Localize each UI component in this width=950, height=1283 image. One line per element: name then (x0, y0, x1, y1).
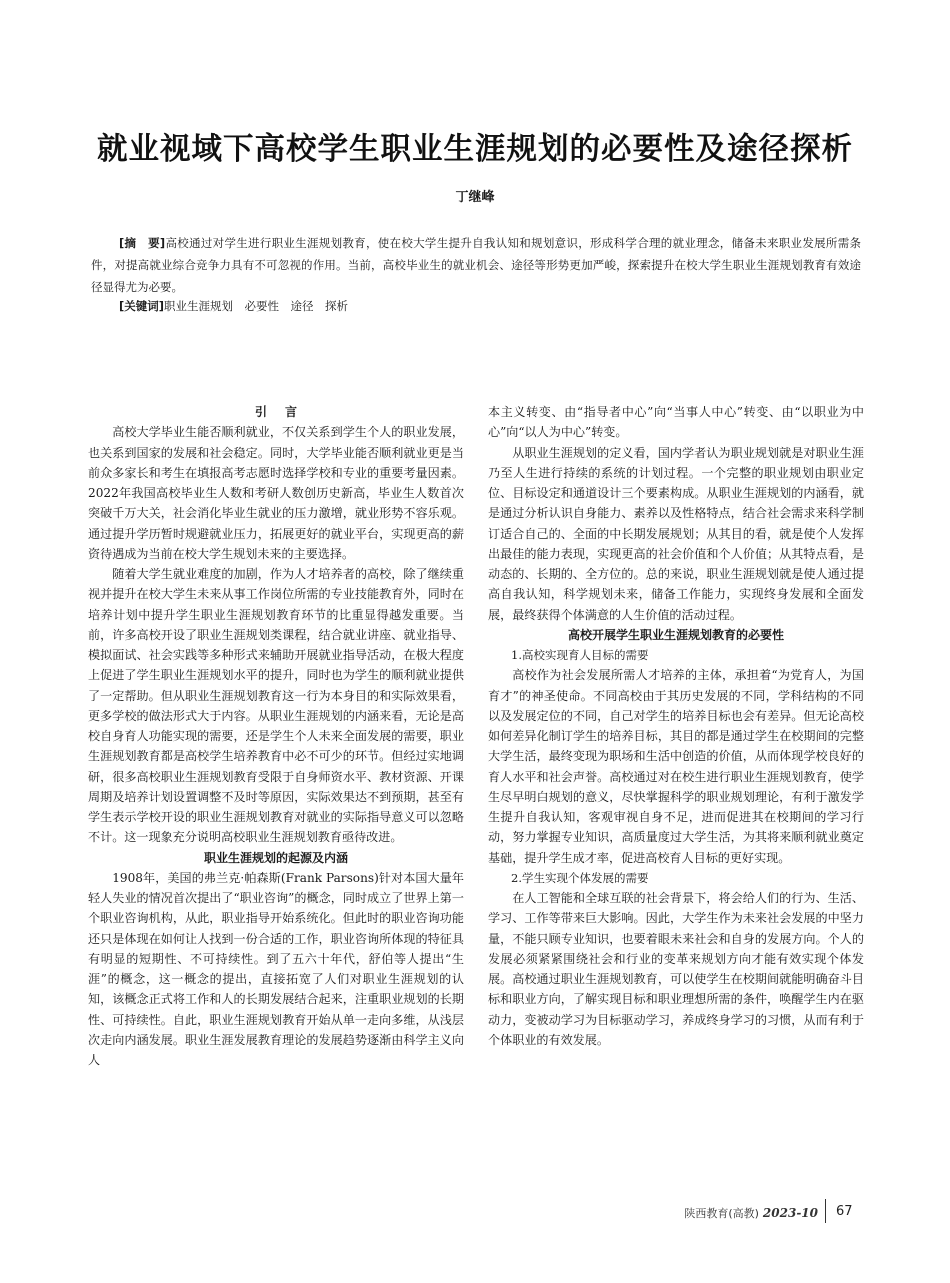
subheading-1: 1.高校实现育人目标的需要 (511, 648, 649, 662)
section-heading-origin: 职业生涯规划的起源及内涵 (203, 850, 348, 865)
subheading-2: 2.学生实现个体发展的需要 (511, 870, 649, 885)
subsection-1-paragraph: 高校作为社会发展所需人才培养的主体，承担着“为党育人，为国育才”的神圣使命。不同高校由于其历史发展的不同，学科结构的不同以及发展定位的不同，自己对学生的培养目标也会有差异。但无论高校如何差异化制订学生的培养目标，其目的都是通过学生在校期间的完整大学生活，最终变现为职场和生活中创造的价值，从而体现学校良好的育人水平和社会声誉。高校通过对在校生进行职业生涯规划教育，使学生尽早明白规划的意义，尽快掌握科学的职业规划理论，有利于激发学生提升自我认知，客观审视自身不足，进而促进其在校期间的学习行动，努力掌握专业知识，高质量度过大学生活，为其将来顺利就业奠定基础，提升学生成才率，促进高校育人目标的更好实现。 (488, 668, 864, 865)
article-title: 就业视域下高校学生职业生涯规划的必要性及途径探析 (97, 132, 853, 167)
keywords-text: 职业生涯规划 必要性 途径 探析 (164, 299, 349, 313)
journal-info (684, 1205, 818, 1221)
abstract (91, 232, 861, 298)
page-footer (680, 1197, 880, 1223)
footer-divider (825, 1199, 826, 1223)
abstract-text: 高校通过对学生进行职业生涯规划教育，使在校大学生提升自我认知和规划意识，形成科学合理的就业理念，储备未来职业发展所需条件，对提高就业综合竞争力具有不可忽视的作用。当前，高校毕业生的就业机会、途径等形势更加严峻，探索提升在校大学生职业生涯规划教育有效途径显得尤为必要。 (91, 236, 861, 294)
abstract-label: [摘 要] (119, 236, 166, 250)
section-heading-necessity: 高校开展学生职业生涯规划教育的必要性 (567, 627, 784, 642)
intro-paragraph-1: 高校大学毕业生能否顺利就业，不仅关系到学生个人的职业发展，也关系到国家的发展和社会稳定。同时，大学毕业能否顺利就业更是当前众多家长和考生在填报高考志愿时选择学校和专业的重要考量因素。2022年我国高校毕业生人数和考研人数创历史新高，毕业生人数首次突破千万大关，社会消化毕业生就业的压力激增，就业形势不容乐观。通过提升学历暂时规避就业压力，拓展更好的就业平台，实现更高的薪资待遇成为当前在校大学生规划未来的主要选择。 (88, 425, 464, 561)
journal-name: 陕西教育(高教) (684, 1207, 759, 1220)
keywords-label: [关键词] (119, 299, 165, 313)
left-column (88, 402, 464, 1070)
right-column (488, 402, 864, 1050)
subsection-2-paragraph: 在人工智能和全球互联的社会背景下，将会给人们的行为、生活、学习、工作等带来巨大影响。因此，大学生作为未来社会发展的中坚力量，不能只顾专业知识，也要着眼未来社会和自身的发展方向。个人的发展必须紧紧围绕社会和行业的变革来规划方向才能有效实现个体发展。高校通过职业生涯规划教育，可以使学生在校期间就能明确奋斗目标和职业方向，了解实现目标和职业理想所需的条件，唤醒学生内在驱动力，变被动学习为目标驱动学习，养成终身学习的习惯，从而有利于个体职业的有效发展。 (488, 891, 864, 1047)
origin-paragraph: 1908年，美国的弗兰克·帕森斯(Frank Parsons)针对本国大量年轻人失业的情况首次提出了“职业咨询”的概念，同时成立了世界上第一个职业咨询机构，从此，职业指导开始系统化。但此时的职业咨询功能还只是体现在如何让人找到一份合适的工作，职业咨询所体现的特征具有明显的短期性、不可持续性。到了五六十年代，舒伯等人提出“生涯”的概念，这一概念的提出，直接拓宽了人们对职业生涯规划的认知，该概念正式将工作和人的长期发展结合起来，注重职业规划的长期性、可持续性。自此，职业生涯规划教育开始从单一走向多维，从浅层次走向内涵发展。职业生涯发展教育理论的发展趋势逐渐由科学主义向人 (88, 870, 464, 1067)
author-name: 丁继峰 (455, 190, 495, 205)
keywords (91, 296, 861, 316)
page-number: 67 (836, 1204, 853, 1219)
definition-paragraph: 从职业生涯规划的定义看，国内学者认为职业规划就是对职业生涯乃至人生进行持续的系统的计划过程。一个完整的职业规划由职业定位、目标设定和通道设计三个要素构成。从职业生涯规划的内涵看，就是通过分析认识自身能力、素养以及性格特点，结合社会需求来科学制订适合自己的、全面的中长期发展规划；从其目的看，就是使个人发挥出最佳的能力表现，实现更高的社会价值和个人价值；从其特点看，是动态的、长期的、全方位的。总的来说，职业生涯规划就是使人通过提高自我认知，科学规划未来，储备工作能力，实现终身发展和全面发展，最终获得个体满意的人生价值的活动过程。 (488, 445, 864, 622)
journal-issue: 2023-10 (762, 1206, 818, 1220)
intro-paragraph-2: 随着大学生就业难度的加剧，作为人才培养者的高校，除了继续重视并提升在校大学生未来从事工作岗位所需的专业技能教育外，同时在培养计划中提升学生职业生涯规划教育环节的比重显得越发重要。当前，许多高校开设了职业生涯规划类课程，结合就业讲座、就业指导、模拟面试、社会实践等多种形式来辅助开展就业指导活动，在极大程度上促进了学生职业生涯规划水平的提升，同时也为学生的顺利就业提供了一定帮助。但从职业生涯规划教育这一行为本身目的和实际效果看，更多学校的做法形式大于内容。从职业生涯规划的内涵来看，无论是高校自身育人功能实现的需要，还是学生个人未来全面发展的需要，职业生涯规划教育都是高校学生培养教育中必不可少的环节。但经过实地调研，很多高校职业生涯规划教育受限于自身师资水平、教材资源、开课周期及培养计划设置调整不及时等原因，实际效果达不到预期，甚至有学生表示学校开设的职业生涯规划教育对就业的实际指导意义可以忽略不计。这一现象充分说明高校职业生涯规划教育亟待改进。 (88, 567, 464, 845)
continued-paragraph: 本主义转变、由“指导者中心”向“当事人中心”转变、由“以职业为中心”向“以人为中心”转变。 (488, 405, 864, 440)
section-heading-intro: 引言 (254, 405, 315, 419)
